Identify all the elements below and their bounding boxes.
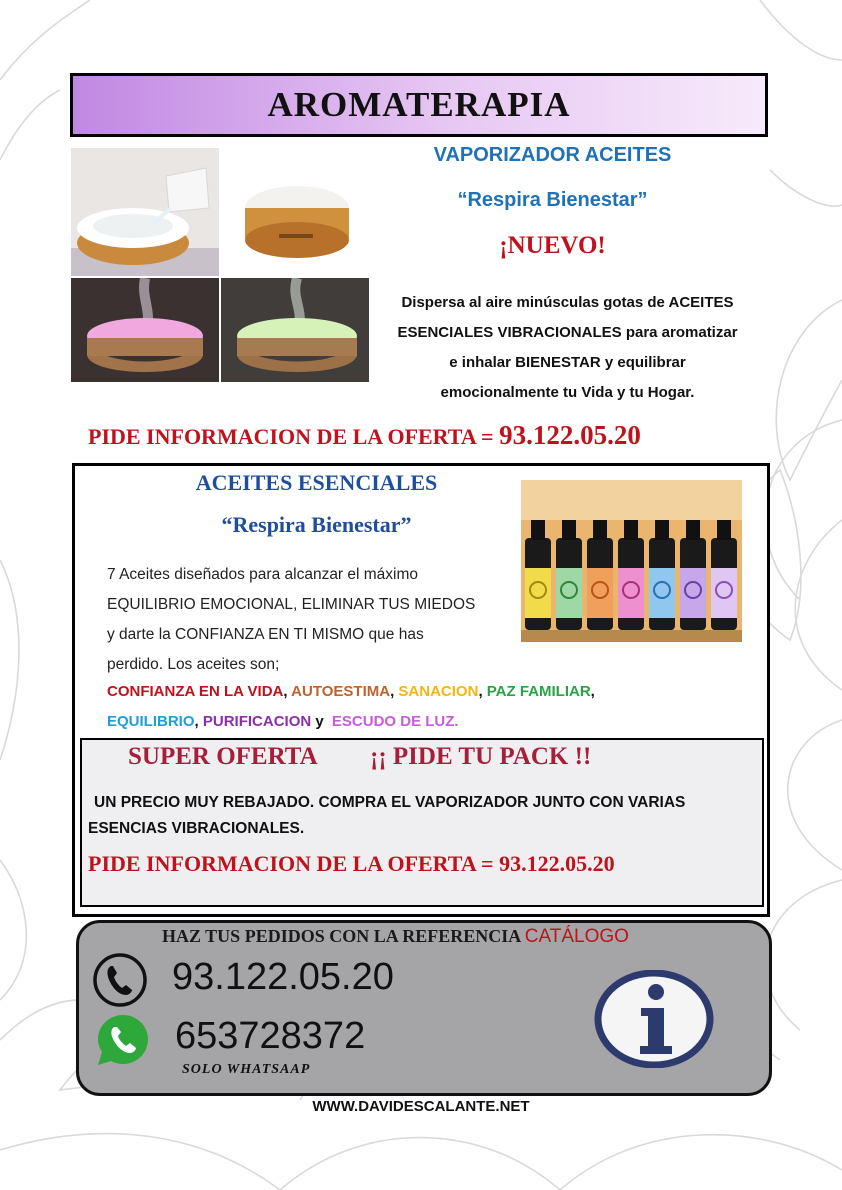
oil-name: SANACION (398, 683, 479, 700)
product-photo-diffuser (221, 148, 369, 276)
aceites-line: y darte la CONFIANZA EN TI MISMO que has (107, 626, 424, 643)
offer-info-line (88, 420, 768, 451)
vaporizador-description (370, 288, 765, 408)
description-line: ESENCIALES VIBRACIONALES para aromatizar (397, 324, 738, 341)
product-photo-green-light (221, 278, 369, 382)
separator: , (283, 683, 292, 700)
offer-phone[interactable]: 93.122.05.20 (499, 420, 641, 450)
title-banner (70, 73, 768, 137)
oil-name: ESCUDO DE LUZ. (331, 713, 459, 730)
phone-number[interactable]: 93.122.05.20 (172, 956, 394, 998)
description-line: emocionalmente tu Vida y tu Hogar. (440, 384, 695, 401)
info-icon (594, 970, 714, 1068)
separator: , (194, 713, 203, 730)
contact-heading-highlight: CATÁLOGO (524, 926, 629, 947)
contact-heading (162, 926, 762, 948)
product-photo-pouring (71, 148, 219, 276)
product-photo-pink-light (71, 278, 219, 382)
vaporizador-title: VAPORIZADOR ACEITES (433, 144, 672, 166)
separator: , (590, 683, 595, 700)
oil-list-row-1 (107, 677, 687, 707)
offer-label: PIDE INFORMACION DE LA OFERTA = (88, 424, 500, 449)
oil-name: PURIFICACION (202, 713, 312, 730)
super-offer-cta: ¡¡ PIDE TU PACK !! (370, 743, 592, 770)
page-title: AROMATERAPIA (267, 85, 571, 124)
oil-name: CONFIANZA EN LA VIDA (107, 683, 284, 700)
new-badge: ¡NUEVO! (499, 232, 606, 259)
vaporizador-subtitle: “Respira Bienestar” (457, 189, 648, 211)
oil-list-row-2 (107, 707, 687, 737)
description-line: e inhalar BIENESTAR y equilibrar (449, 354, 686, 371)
aceites-line: perdido. Los aceites son; (107, 656, 280, 673)
separator: , (478, 683, 487, 700)
separator: , (390, 683, 399, 700)
whatsapp-only-note: SOLO WHATSAAP (182, 1062, 311, 1077)
oil-bottles-photo (521, 480, 742, 642)
aceites-title: ACEITES ESENCIALES (195, 470, 438, 495)
oil-name: EQUILIBRIO (107, 713, 195, 730)
whatsapp-icon (95, 1012, 151, 1068)
description-line: Dispersa al aire minúsculas gotas de ACEITES (401, 294, 734, 311)
super-offer-info-line (88, 851, 768, 877)
super-offer-body: UN PRECIO MUY REBAJADO. COMPRA EL VAPORIZADOR JUNTO CON VARIAS ESENCIAS VIBRACIONALES. (88, 794, 686, 837)
website-link[interactable]: WWW.DAVIDESCALANTE.NET (312, 1098, 530, 1115)
oil-name: AUTOESTIMA (291, 683, 391, 700)
contact-heading-text: HAZ TUS PEDIDOS CON LA REFERENCIA (162, 926, 525, 946)
oil-list (107, 677, 687, 737)
phone-icon (92, 952, 148, 1008)
super-offer-title: SUPER OFERTA (128, 743, 318, 770)
offer-phone[interactable]: 93.122.05.20 (499, 851, 615, 876)
oil-name: PAZ FAMILIAR (486, 683, 591, 700)
aceites-subtitle: “Respira Bienestar” (221, 512, 412, 537)
aceites-line: 7 Aceites diseñados para alcanzar el máximo (107, 566, 419, 583)
offer-label: PIDE INFORMACION DE LA OFERTA = (88, 851, 500, 876)
separator: y (311, 713, 328, 730)
aceites-line: EQUILIBRIO EMOCIONAL, ELIMINAR TUS MIEDOS (107, 596, 476, 613)
whatsapp-number[interactable]: 653728372 (175, 1015, 366, 1057)
aceites-description (107, 560, 517, 680)
